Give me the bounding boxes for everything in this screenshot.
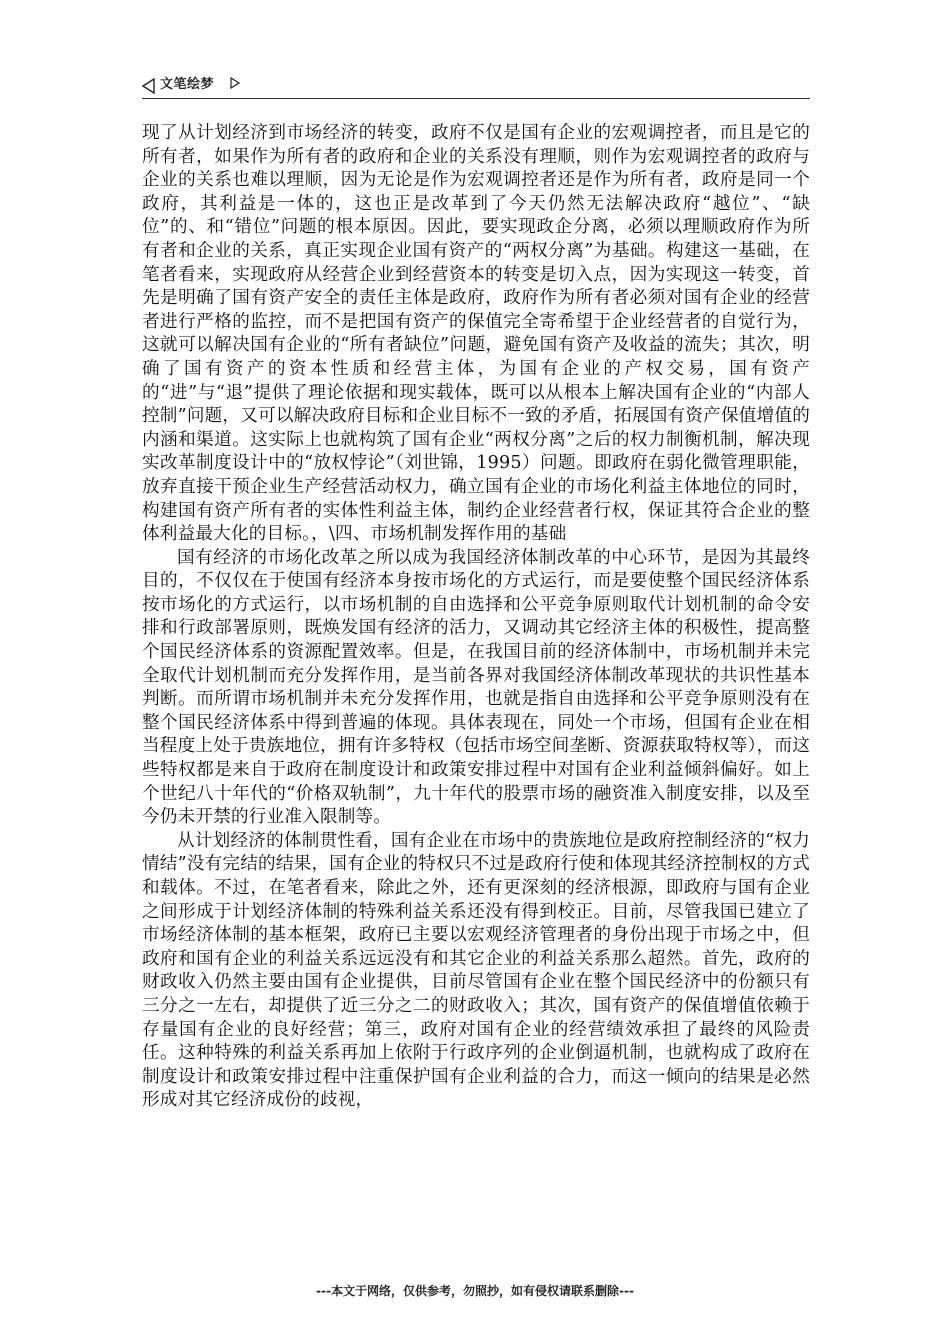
triangle-right-outline-icon: [230, 77, 240, 89]
body-paragraph: 从计划经济的体制贯性看，国有企业在市场中的贵族地位是政府控制经济的“权力情结”没有完结的结果，国有企业的特权只不过是政府行使和体现其经济控制权的方式和载体。不过，在笔者看来，除此之外，还有更深刻的经济根源，即政府与国有企业之间形成于计划经济体制的特殊利益关系还没有得到校正。目前，尽管我国已建立了市场经济体制的基本框架，政府已主要以宏观经济管理者的身份出现于市场之中，但政府和国有企业的利益关系远远没有和其它企业的利益关系那么超然。首先，政府的财政收入仍然主要由国有企业提供，目前尽管国有企业在整个国民经济中的份额只有三分之一左右，却提供了近三分之二的财政收入；其次，国有资产的保值增值依赖于存量国有企业的良好经营；第三，政府对国有企业的经营绩效承担了最终的风险责任。这种特殊的利益关系再加上依附于行政序列的企业倒逼机制，也就构成了政府在制度设计和政策安排过程中注重保护国有企业利益的合力，而这一倾向的结果是必然形成对其它经济成份的歧视，: [142, 830, 810, 1111]
header-title: 文笔绘梦: [160, 77, 215, 92]
document-body: [142, 122, 810, 1113]
body-paragraph: 现了从计划经济到市场经济的转变，政府不仅是国有企业的宏观调控者，而且是它的所有者，如果作为所有者的政府和企业的关系没有理顺，则作为宏观调控者的政府与企业的关系也难以理顺，因为无论是作为宏观调控者还是作为所有者，政府是同一个政府，其利益是一体的，这也正是改革到了今天仍然无法解决政府“越位”、“缺位”的、和“错位”问题的根本原因。因此，要实现政企分离，必须以理顺政府作为所有者和企业的关系，真正实现企业国有资产的“两权分离”为基础。构建这一基础，在笔者看来，实现政府从经营企业到经营资本的转变是切入点，因为实现这一转变，首先是明确了国有资产安全的责任主体是政府，政府作为所有者必须对国有企业的经营者进行严格的监控，而不是把国有资产的保值完全寄希望于企业经营者的自觉行为，这就可以解决国有企业的“所有者缺位”问题，避免国有资产及收益的流失；其次，明确了国有资产的资本性质和经营主体，为国有企业的产权交易，国有资产的“进”与“退”提供了理论依据和现实载体，既可以从根本上解决国有企业的“内部人控制”问题，又可以解决政府目标和企业目标不一致的矛盾，拓展国有资产保值增值的内涵和渠道。这实际上也就构筑了国有企业“两权分离”之后的权力制衡机制，解决现实改革制度设计中的“放权悖论”（刘世锦，1995）问题。即政府在弱化微管理职能，放弃直接干预企业生产经营活动权力，确立国有企业的市场化利益主体地位的同时，构建国有资产所有者的实体性利益主体，制约企业经营者行权，保证其符合企业的整体利益最大化的目标。，\四、市场机制发挥作用的基础: [142, 123, 810, 545]
header-divider: [142, 98, 810, 99]
body-paragraph: 国有经济的市场化改革之所以成为我国经济体制改革的中心环节，是因为其最终目的，不仅仅在于使国有经济本身按市场化的方式运行，而是要使整个国民经济体系按市场化的方式运行，以市场机制的自由选择和公平竞争原则取代计划机制的命令安排和行政部署原则，既焕发国有经济的活力，又调动其它经济主体的积极性，提高整个国民经济体系的资源配置效率。但是，在我国目前的经济体制中，市场机制并未完全取代计划机制而充分发挥作用，是当前各界对我国经济体制改革现状的共识性基本判断。而所谓市场机制并未充分发挥作用，也就是指自由选择和公平竞争原则没有在整个国民经济体系中得到普遍的体现。具体表现在，同处一个市场，但国有企业在相当程度上处于贵族地位，拥有许多特权（包括市场空间垄断、资源获取特权等），而这些特权都是来自于政府在制度设计和政策安排过程中对国有企业利益倾斜偏好。如上个世纪八十年代的“价格双轨制”，九十年代的股票市场的融资准入制度安排，以及至今仍未开禁的行业准入限制等。: [142, 547, 810, 828]
page-footer-disclaimer: ---本文于网络，仅供参考，勿照抄，如有侵权请联系删除---: [316, 1284, 634, 1298]
triangle-left-outline-icon: [142, 78, 156, 94]
page-header: [142, 74, 810, 98]
